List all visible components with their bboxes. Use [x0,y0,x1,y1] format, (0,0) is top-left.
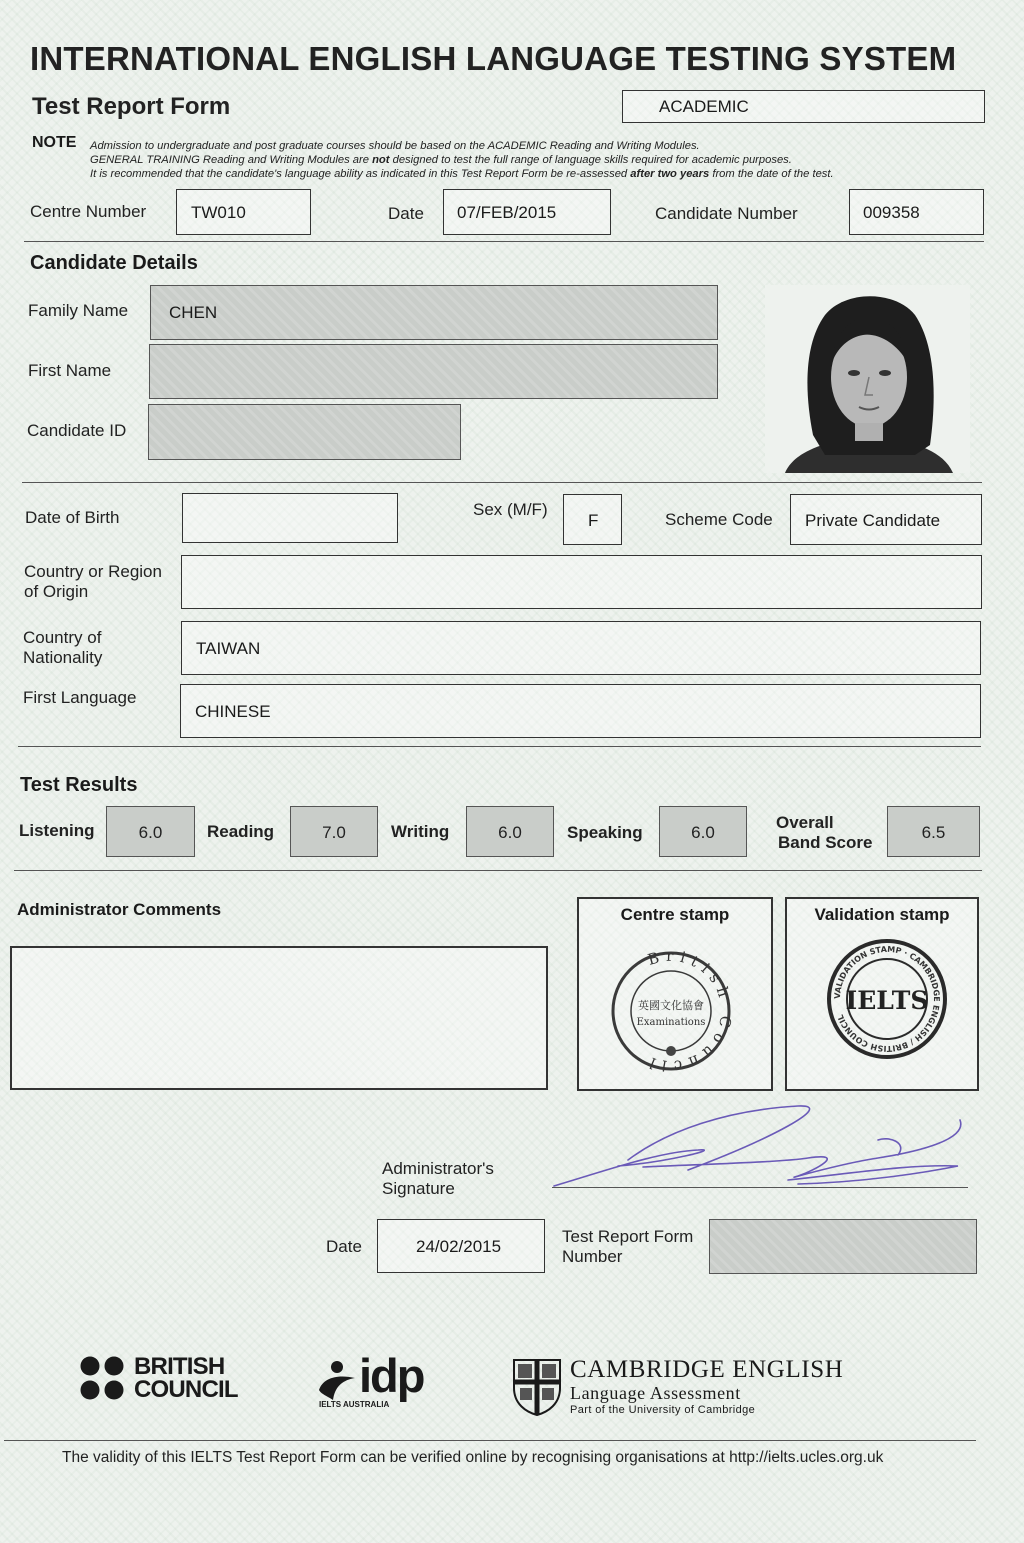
overall-label-line-2: Band Score [778,833,873,852]
signature-line [552,1187,968,1188]
candidate-id-field-redacted [148,404,461,460]
speaking-score [659,806,747,857]
writing-score-value: 6.0 [498,823,522,842]
trf-number-label [562,1227,693,1267]
cambridge-line-1: CAMBRIDGE ENGLISH [570,1356,844,1383]
validation-stamp-seal [825,937,949,1061]
centre-number-box [176,189,311,235]
family-name-field [150,285,718,340]
footer-verification-text: The validity of this IELTS Test Report Form can be verified online by recognising organisations at http://ielts.ucles.org.uk [62,1449,884,1466]
note-line-3c: from the date of the test. [709,168,834,180]
validation-stamp-box [785,897,979,1091]
cambridge-line-3: Part of the University of Cambridge [570,1404,756,1416]
validation-stamp-ielts: IELTS [845,986,929,1015]
origin-label-line-1: Country or Region [24,562,162,581]
origin-field [181,555,982,609]
origin-label-line-2: of Origin [24,582,89,601]
trf-label-line-2: Number [562,1247,623,1266]
admin-signature-label [382,1159,494,1199]
first-language-value: CHINESE [195,702,271,721]
admin-date-value: 24/02/2015 [416,1237,502,1256]
test-results-heading: Test Results [20,774,138,796]
trf-label-line-1: Test Report Form [562,1227,694,1246]
nationality-label [23,628,102,668]
admin-comments-label: Administrator Comments [17,900,222,919]
listening-score [106,806,195,857]
centre-stamp-box [577,897,773,1091]
idp-text: idp [359,1349,424,1402]
test-date-value: 07/FEB/2015 [457,203,557,222]
nationality-box [181,621,981,675]
nationality-label-line-1: Country of [23,628,102,647]
test-date-box [443,189,611,235]
centre-number-label: Centre Number [30,202,147,221]
first-language-box [180,684,981,738]
centre-stamp-inner-2: Examinations [636,1017,706,1028]
first-name-label: First Name [28,361,112,380]
note-line-2c: designed to test the full range of language skills required for academic purposes. [389,154,792,166]
footer-divider [4,1440,976,1441]
overall-label-line-1: Overall [776,813,834,832]
note-line-2a: GENERAL TRAINING Reading and Writing Modules are [90,154,373,166]
overall-band-score-value: 6.5 [921,823,946,842]
sex-value: F [588,511,599,530]
note-text [90,139,834,181]
note-line-2b: not [372,154,390,166]
cambridge-shield-icon [512,1358,562,1416]
candidate-photo [765,285,970,473]
overall-band-score [887,806,980,857]
admin-comments-box [10,946,548,1090]
centre-stamp-label: Centre stamp [620,905,730,924]
centre-stamp-seal [607,947,735,1075]
scheme-code-label: Scheme Code [665,510,773,529]
first-language-label: First Language [23,688,137,707]
centre-number-value: TW010 [191,203,246,222]
trf-number-field-redacted [709,1219,977,1274]
dob-field [182,493,398,543]
signature-label-line-1: Administrator's [382,1159,494,1178]
bc-line-1: BRITISH [134,1353,225,1380]
note-line-3a: It is recommended that the candidate's language ability as indicated in this Test Report Form be re-assessed [90,168,631,180]
candidate-details-heading: Candidate Details [30,252,198,274]
family-name-label: Family Name [28,301,129,320]
listening-score-value: 6.0 [138,823,163,842]
form-subtitle: Test Report Form [32,93,231,120]
sex-box [563,494,622,545]
reading-label: Reading [207,822,275,841]
divider [22,482,982,483]
note-label: NOTE [32,134,77,151]
reading-score-value: 7.0 [322,823,346,842]
validation-stamp-label: Validation stamp [814,905,950,924]
speaking-label: Speaking [567,823,643,842]
writing-label: Writing [391,822,450,841]
divider [14,870,982,871]
candidate-number-value: 009358 [863,203,920,222]
speaking-score-value: 6.0 [691,823,715,842]
candidate-number-label: Candidate Number [655,204,798,223]
form-title: INTERNATIONAL ENGLISH LANGUAGE TESTING SYSTEM [30,40,957,77]
sex-label: Sex (M/F) [473,500,548,519]
idp-logo [315,1349,435,1416]
writing-score [466,806,554,857]
module-box [622,90,985,123]
module-value: ACADEMIC [659,97,749,116]
family-name-value: CHEN [169,303,218,322]
centre-stamp-inner-1: 英國文化協會 [638,999,704,1012]
bc-line-2: COUNCIL [134,1376,238,1403]
divider [18,746,981,747]
nationality-value: TAIWAN [196,639,261,658]
idp-mark-icon [315,1360,359,1404]
candidate-id-label: Candidate ID [27,421,127,440]
overall-band-label [776,813,872,853]
nationality-label-line-2: Nationality [23,648,103,667]
note-line-3 [90,167,834,181]
note-line-3b: after two years [630,168,710,180]
admin-date-label: Date [326,1237,362,1256]
british-council-logo [80,1355,245,1403]
dob-label: Date of Birth [25,508,120,527]
british-council-dots-icon [80,1355,128,1403]
test-date-label: Date [388,204,424,223]
signature-label-line-2: Signature [382,1179,455,1198]
note-line-1: Admission to undergraduate and post graduate courses should be based on the ACADEMIC Reading and Writing Modules. [90,140,700,152]
scheme-code-value: Private Candidate [805,511,941,530]
note-line-2 [90,153,834,167]
scheme-code-box [790,494,982,545]
first-name-field-redacted [149,344,718,399]
admin-date-box [377,1219,545,1273]
listening-label: Listening [19,821,95,840]
reading-score [290,806,378,857]
admin-signature [548,1100,978,1195]
validation-stamp-ring-text: VALIDATION STAMP · CAMBRIDGE ENGLISH / BRITISH COUNCIL [832,944,942,1054]
idp-subtext: IELTS AUSTRALIA [319,1400,390,1409]
cambridge-line-2: Language Assessment [570,1383,741,1403]
candidate-number-box [849,189,984,235]
divider [24,241,984,242]
centre-stamp-ring-text: British Council [641,947,735,1075]
cambridge-english-logo [512,1358,872,1420]
origin-label [24,562,162,602]
